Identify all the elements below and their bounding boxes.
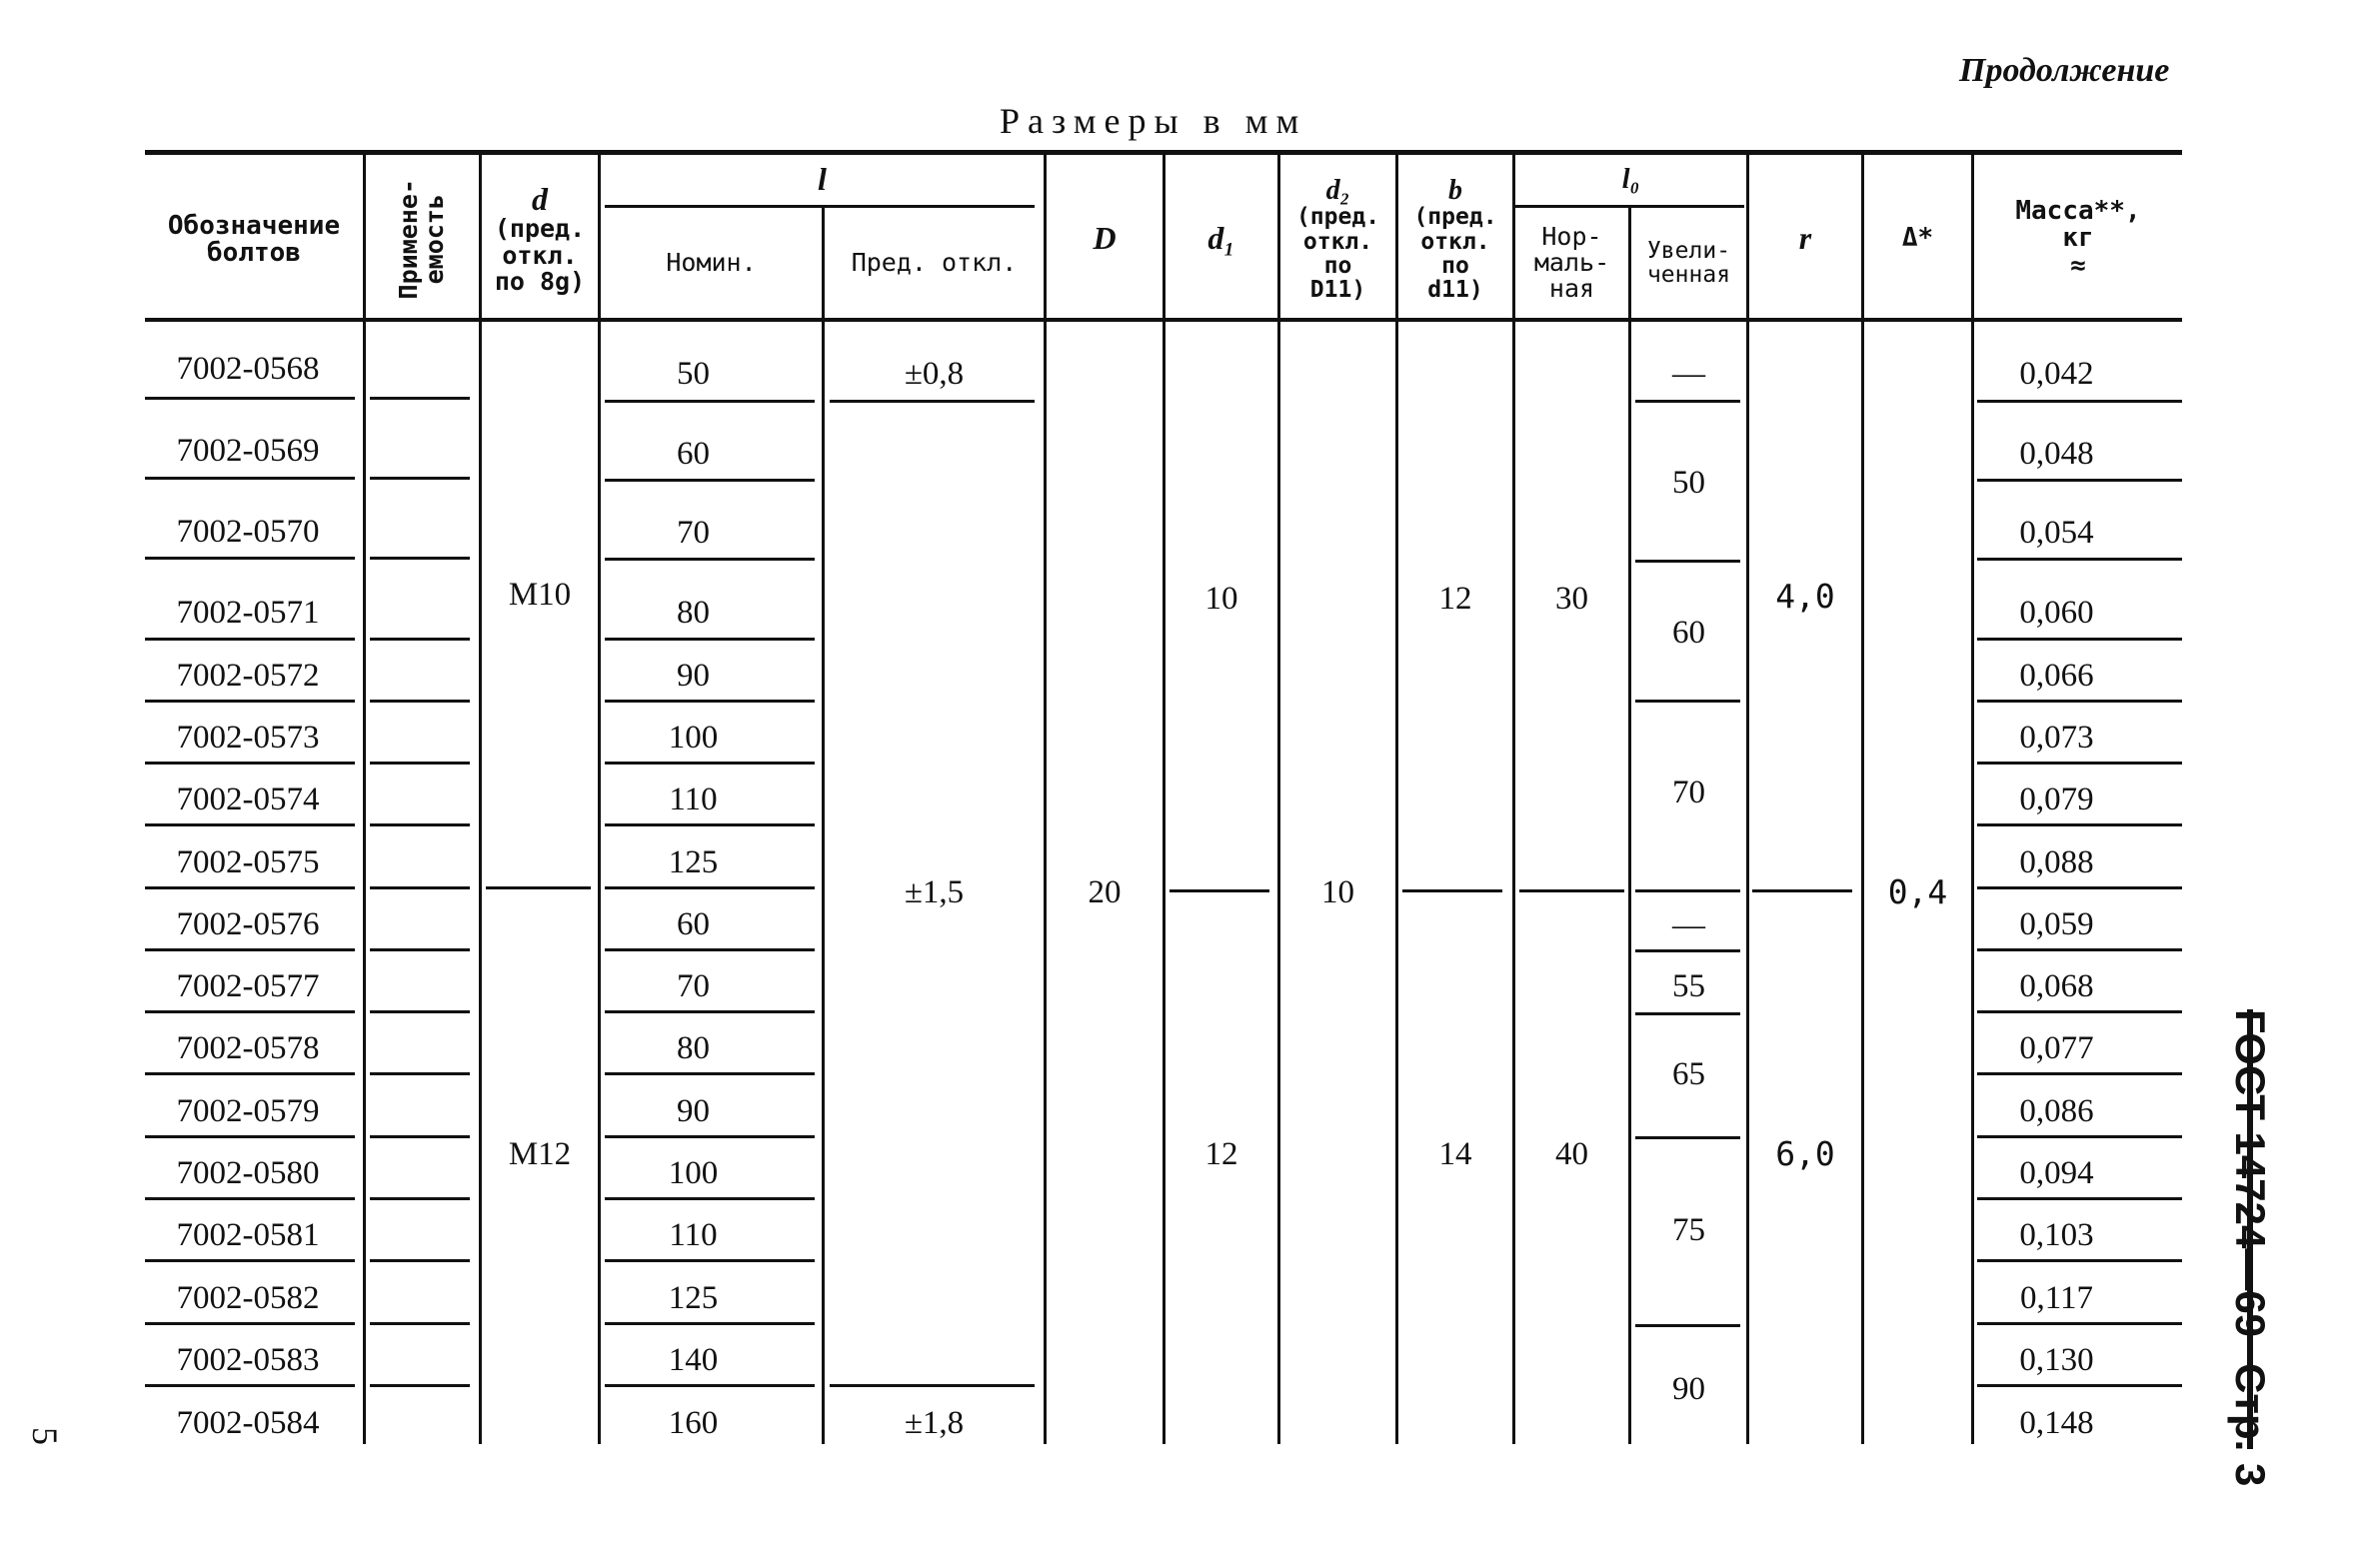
length-nominal-cell: 80 <box>677 1029 710 1066</box>
col-divider <box>1861 155 1864 1444</box>
row-rule <box>370 1072 470 1075</box>
mass-cell: 0,117 <box>2019 1279 2094 1316</box>
length-nominal-cell: 100 <box>668 719 719 756</box>
row-rule <box>605 1010 815 1013</box>
length-nominal-cell: 90 <box>677 657 710 694</box>
length-nominal-cell: 60 <box>677 905 710 942</box>
row-rule <box>370 823 470 826</box>
l0-extended-rule <box>1635 700 1740 703</box>
col-divider <box>363 155 366 1444</box>
gost-number: ГОСТ 14724—69 <box>2227 1009 2274 1338</box>
header-designation: Обозначение болтов <box>167 210 341 268</box>
designation-cell: 7002-0569 <box>176 432 320 469</box>
length-nominal-cell: 50 <box>677 355 710 392</box>
designation-cell: 7002-0575 <box>176 843 320 880</box>
row-rule <box>605 762 815 765</box>
row-rule <box>145 948 355 951</box>
l0-extended-cell: — <box>1672 906 1705 943</box>
col-divider <box>1512 155 1515 1444</box>
length-nominal-cell: 125 <box>668 1279 719 1316</box>
row-rule <box>830 400 1035 403</box>
continuation-label: Продолжение <box>1959 52 2170 89</box>
mass-cell: 0,042 <box>2019 355 2094 392</box>
l0-extended-rule <box>1635 400 1740 403</box>
mass-cell: 0,054 <box>2019 514 2094 551</box>
r-cell-b: 6,0 <box>1775 1133 1835 1173</box>
header-delta: Δ* <box>1901 223 1934 254</box>
mass-cell: 0,068 <box>2019 967 2094 1004</box>
row-rule <box>1977 638 2182 641</box>
l0-extended-cell: — <box>1672 355 1705 392</box>
d1-cell-a: 10 <box>1204 580 1238 617</box>
col-divider <box>479 155 482 1444</box>
l0-extended-cell: 50 <box>1672 464 1705 501</box>
row-rule <box>1977 1135 2182 1138</box>
l0-extended-cell: 90 <box>1672 1370 1705 1407</box>
row-rule <box>370 477 470 480</box>
row-rule <box>1977 479 2182 482</box>
l0-extended-rule <box>1635 1324 1740 1327</box>
side-page-label: Стр. 3 <box>2227 1363 2274 1487</box>
col-divider <box>1044 155 1047 1444</box>
mass-cell: 0,073 <box>2019 719 2094 756</box>
row-rule <box>605 558 815 561</box>
l0-extended-cell: 70 <box>1672 774 1705 810</box>
row-rule <box>370 638 470 641</box>
designation-cell: 7002-0578 <box>176 1029 320 1066</box>
designation-cell: 7002-0571 <box>176 594 320 631</box>
row-rule <box>1977 1010 2182 1013</box>
row-rule <box>145 638 355 641</box>
l0-extended-cell: 55 <box>1672 967 1705 1004</box>
row-rule <box>1977 948 2182 951</box>
tolerance-cell-08: ±0,8 <box>904 355 965 392</box>
row-rule <box>145 1197 355 1200</box>
row-rule <box>370 700 470 703</box>
header-l0: l₀ <box>1621 164 1640 196</box>
row-rule <box>1977 700 2182 703</box>
thread-d-group-m12: M12 <box>508 1135 572 1172</box>
row-rule <box>145 1010 355 1013</box>
row-rule <box>370 1259 470 1262</box>
row-rule <box>605 1135 815 1138</box>
l0-extended-rule <box>1635 1136 1740 1139</box>
row-rule <box>145 886 355 889</box>
row-rule <box>370 762 470 765</box>
row-rule <box>830 1384 1035 1387</box>
row-rule <box>145 1259 355 1262</box>
designation-cell: 7002-0574 <box>176 781 320 817</box>
row-rule <box>145 397 355 400</box>
header-l-nominal: Номин. <box>666 247 757 277</box>
mass-cell: 0,086 <box>2019 1092 2094 1129</box>
row-rule <box>1977 823 2182 826</box>
mass-cell: 0,079 <box>2019 781 2094 817</box>
header-d2: d₂ (пред. откл. по D11) <box>1295 175 1380 303</box>
tolerance-cell-15: ±1,5 <box>904 873 965 910</box>
designation-cell: 7002-0570 <box>176 513 320 550</box>
designation-cell: 7002-0576 <box>176 905 320 942</box>
header-l-tolerance: Пред. откл. <box>851 247 1018 277</box>
row-rule <box>1977 1197 2182 1200</box>
row-rule <box>370 1384 470 1387</box>
row-rule <box>145 762 355 765</box>
row-rule <box>370 1197 470 1200</box>
mass-cell: 0,130 <box>2019 1341 2094 1378</box>
designation-cell: 7002-0583 <box>176 1341 320 1378</box>
row-rule <box>145 477 355 480</box>
designation-cell: 7002-0568 <box>176 350 320 387</box>
group-rule <box>1752 889 1852 892</box>
row-rule <box>370 557 470 560</box>
row-rule <box>145 557 355 560</box>
b-cell-a: 12 <box>1438 580 1472 617</box>
row-rule <box>605 1072 815 1075</box>
dimensions-caption: Размеры в мм <box>1000 101 1307 141</box>
tolerance-cell-18: ±1,8 <box>904 1404 965 1441</box>
row-rule <box>605 1384 815 1387</box>
length-nominal-cell: 160 <box>668 1404 719 1441</box>
length-nominal-cell: 125 <box>668 843 719 880</box>
row-rule <box>1977 1384 2182 1387</box>
mass-cell: 0,077 <box>2019 1029 2094 1066</box>
row-rule <box>145 1384 355 1387</box>
length-nominal-cell: 80 <box>677 594 710 631</box>
length-nominal-cell: 110 <box>669 1216 718 1253</box>
designation-cell: 7002-0584 <box>176 1404 320 1441</box>
row-rule <box>370 1322 470 1325</box>
row-rule <box>605 479 815 482</box>
length-nominal-cell: 60 <box>677 435 710 472</box>
designation-cell: 7002-0573 <box>176 719 320 756</box>
header-l: l <box>818 161 827 198</box>
designation-cell: 7002-0579 <box>176 1092 320 1129</box>
row-rule <box>145 1322 355 1325</box>
l0-extended-rule <box>1635 560 1740 563</box>
row-rule <box>1977 400 2182 403</box>
d2-cell: 10 <box>1321 873 1354 910</box>
l0-extended-rule <box>1635 1012 1740 1015</box>
row-rule <box>1977 1072 2182 1075</box>
row-rule <box>605 886 815 889</box>
mass-cell: 0,060 <box>2019 594 2094 631</box>
mass-cell: 0,048 <box>2019 435 2094 472</box>
l0-extended-rule <box>1635 889 1740 892</box>
length-nominal-cell: 110 <box>669 781 718 817</box>
mass-cell: 0,059 <box>2019 905 2094 942</box>
mass-cell: 0,103 <box>2019 1216 2094 1253</box>
row-rule <box>1977 886 2182 889</box>
group-rule <box>1170 889 1269 892</box>
header-mass: Масса**, кг ≈ <box>2015 196 2141 281</box>
row-rule <box>370 397 470 400</box>
l0-extended-cell: 65 <box>1672 1055 1705 1092</box>
length-nominal-cell: 140 <box>668 1341 719 1378</box>
row-rule <box>1977 1322 2182 1325</box>
row-rule <box>145 1135 355 1138</box>
row-rule <box>1977 762 2182 765</box>
mass-cell: 0,088 <box>2019 843 2094 880</box>
length-nominal-cell: 100 <box>668 1154 719 1191</box>
length-nominal-cell: 70 <box>677 514 710 551</box>
row-rule <box>1977 558 2182 561</box>
row-rule <box>1977 1259 2182 1262</box>
row-rule <box>605 638 815 641</box>
delta-cell: 0,4 <box>1887 871 1948 911</box>
l0-normal-cell-a: 30 <box>1555 580 1588 617</box>
l0-extended-cell: 60 <box>1672 614 1705 651</box>
header-d: d (пред. откл. по 8g) <box>494 180 586 296</box>
row-rule <box>370 1010 470 1013</box>
designation-cell: 7002-0577 <box>176 967 320 1004</box>
mass-cell: 0,066 <box>2019 657 2094 694</box>
row-rule <box>605 948 815 951</box>
thread-d-group-m10: M10 <box>508 576 572 613</box>
header-D: D <box>1093 220 1117 257</box>
group-rule <box>1519 889 1624 892</box>
row-rule <box>370 886 470 889</box>
row-rule <box>605 700 815 703</box>
mass-cell: 0,094 <box>2019 1154 2094 1191</box>
page-number: 5 <box>25 1427 65 1445</box>
row-rule <box>145 1072 355 1075</box>
group-rule <box>486 886 591 889</box>
row-rule <box>605 823 815 826</box>
designation-cell: 7002-0582 <box>176 1279 320 1316</box>
r-cell-a: 4,0 <box>1775 576 1835 616</box>
l0-extended-rule <box>1635 949 1740 952</box>
row-rule <box>605 1322 815 1325</box>
mass-cell: 0,148 <box>2019 1404 2094 1441</box>
row-rule <box>605 1197 815 1200</box>
d1-cell-b: 12 <box>1204 1135 1238 1172</box>
designation-cell: 7002-0580 <box>176 1154 320 1191</box>
header-r: r <box>1798 220 1812 257</box>
l0-extended-cell: 75 <box>1672 1211 1705 1248</box>
side-standard-label <box>2226 1009 2274 1486</box>
row-rule <box>145 823 355 826</box>
row-rule <box>145 700 355 703</box>
col-divider <box>1163 155 1166 1444</box>
header-l0-normal: Нор- маль- ная <box>1533 221 1610 304</box>
designation-cell: 7002-0581 <box>176 1216 320 1253</box>
row-rule <box>605 1259 815 1262</box>
header-l0-extended: Увели- ченная <box>1646 237 1731 288</box>
D-cell: 20 <box>1088 873 1122 910</box>
l0-normal-cell-b: 40 <box>1555 1135 1588 1172</box>
length-nominal-cell: 90 <box>677 1092 710 1129</box>
header-d1: d₁ <box>1207 220 1235 257</box>
group-rule <box>1402 889 1502 892</box>
col-divider <box>1277 155 1280 1444</box>
row-rule <box>370 948 470 951</box>
designation-cell: 7002-0572 <box>176 657 320 694</box>
b-cell-b: 14 <box>1438 1135 1472 1172</box>
col-divider <box>1395 155 1398 1444</box>
header-applicability: Примене- емость <box>394 178 450 300</box>
header-b: b (пред. откл. по d11) <box>1413 175 1497 303</box>
col-divider <box>1746 155 1749 1444</box>
row-rule <box>370 1135 470 1138</box>
row-rule <box>605 400 815 403</box>
length-nominal-cell: 70 <box>677 967 710 1004</box>
